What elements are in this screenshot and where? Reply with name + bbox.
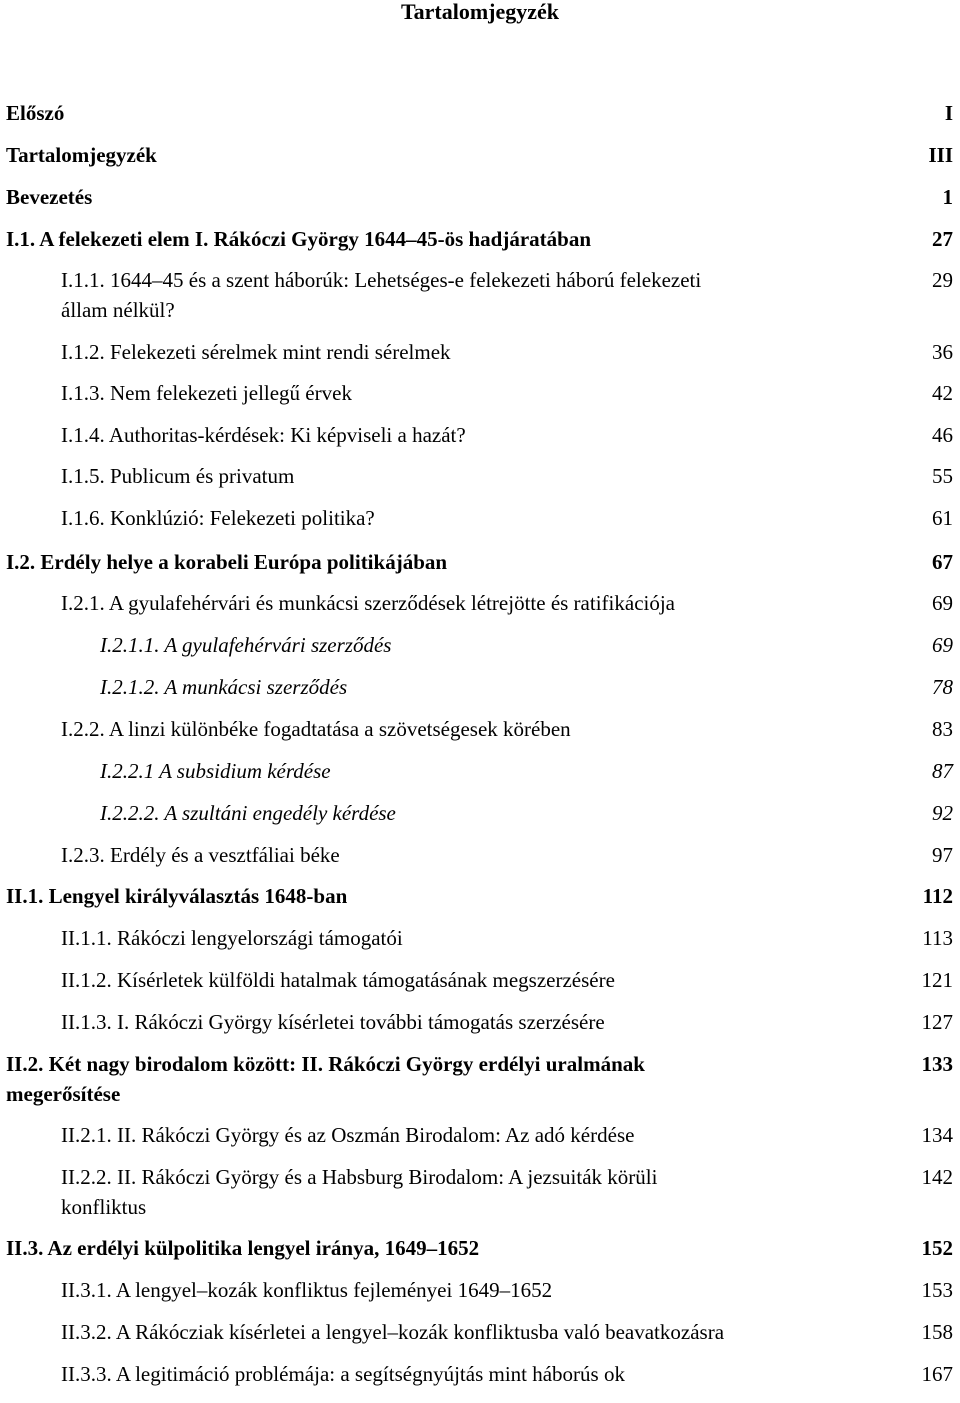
toc-entry-title: I.2.1.2. A munkácsi szerződés — [100, 675, 348, 699]
toc-entry-page: 97 — [932, 843, 953, 867]
toc-entry-page: 152 — [921, 1236, 953, 1260]
toc-entry-page: 167 — [921, 1362, 953, 1386]
toc-entry-page: 36 — [932, 340, 953, 364]
toc-entry-title: II.1. Lengyel királyválasztás 1648-ban — [6, 884, 348, 908]
toc-entry-page: 133 — [921, 1052, 953, 1076]
toc-entry-title: Előszó — [6, 101, 65, 125]
toc-entry-page: 69 — [932, 633, 953, 657]
toc-entry-title: I.2.2. A linzi különbéke fogadtatása a szövetségesek körében — [61, 717, 571, 741]
toc-entry-page: I — [944, 101, 953, 125]
toc-entry-page: 46 — [932, 423, 953, 447]
toc-entry-page: 42 — [932, 381, 953, 405]
toc-entry-page: 67 — [932, 550, 953, 574]
toc-entry-title: II.2.1. II. Rákóczi György és az Oszmán Birodalom: Az adó kérdése — [61, 1123, 635, 1147]
toc-entry-title: Bevezetés — [6, 185, 93, 209]
toc-entry-title-line2: konfliktus — [61, 1195, 147, 1219]
toc-entry-page: 83 — [932, 717, 953, 741]
toc-entry-page: 153 — [921, 1278, 953, 1302]
toc-entry-page: 61 — [932, 506, 953, 530]
toc-entry-title: II.1.3. I. Rákóczi György kísérletei további támogatás szerzésére — [61, 1010, 605, 1034]
toc-entry-title: I.1.5. Publicum és privatum — [61, 464, 295, 488]
toc-entry-page: 158 — [921, 1320, 953, 1344]
toc-entry-page: 1 — [942, 185, 953, 209]
toc-entry-page: 87 — [932, 759, 953, 783]
toc-entry-page: 92 — [932, 801, 953, 825]
toc-entry-page: 134 — [921, 1123, 953, 1147]
toc-entry-title: II.3.1. A lengyel–kozák konfliktus fejleményei 1649–1652 — [61, 1278, 553, 1302]
toc-entry-page: 113 — [922, 926, 953, 950]
toc-entry-page: 127 — [921, 1010, 953, 1034]
toc-entry-title-line2: megerősítése — [6, 1082, 121, 1106]
toc-entry-title: I.2.2.1 A subsidium kérdése — [100, 759, 331, 783]
toc-entry-title: I.1.2. Felekezeti sérelmek mint rendi sérelmek — [61, 340, 451, 364]
toc-entry-title: II.3.3. A legitimáció problémája: a segítségnyújtás mint háborús ok — [61, 1362, 625, 1386]
toc-entry-page: 142 — [921, 1165, 953, 1189]
toc-entry-page: 121 — [921, 968, 953, 992]
toc-entry-title: I.1.6. Konklúzió: Felekezeti politika? — [61, 506, 375, 530]
toc-entry-title: II.2.2. II. Rákóczi György és a Habsburg Birodalom: A jezsuiták körüli — [61, 1165, 658, 1189]
toc-entry-title: II.2. Két nagy birodalom között: II. Rákóczi György erdélyi uralmának — [6, 1052, 645, 1076]
toc-entry-title: I.1.4. Authoritas-kérdések: Ki képviseli a hazát? — [61, 423, 466, 447]
toc-entry-page: 69 — [932, 591, 953, 615]
toc-entry-page: 55 — [932, 464, 953, 488]
toc-entry-title: I.1.3. Nem felekezeti jellegű érvek — [61, 381, 352, 405]
toc-entry-title: I.2.1. A gyulafehérvári és munkácsi szerződések létrejötte és ratifikációja — [61, 591, 676, 615]
toc-entry-page: 27 — [932, 227, 953, 251]
toc-entry-title: Tartalomjegyzék — [6, 143, 157, 167]
toc-entry-title-line2: állam nélkül? — [61, 298, 175, 322]
toc-entry-title: II.1.1. Rákóczi lengyelországi támogatói — [61, 926, 403, 950]
toc-entry-title: II.3.2. A Rákócziak kísérletei a lengyel–kozák konfliktusba való beavatkozásra — [61, 1320, 725, 1344]
toc-entry-title: I.1.1. 1644–45 és a szent háborúk: Lehetséges-e felekezeti háború felekezeti — [61, 268, 702, 292]
toc-entry-title: I.2.2.2. A szultáni engedély kérdése — [100, 801, 396, 825]
toc-entry-title: II.1.2. Kísérletek külföldi hatalmak támogatásának megszerzésére — [61, 968, 615, 992]
toc-entry-page: 29 — [932, 268, 953, 292]
toc-entry-title: I.1. A felekezeti elem I. Rákóczi György 1644–45-ös hadjáratában — [6, 227, 592, 251]
toc-entry-title: I.2. Erdély helye a korabeli Európa politikájában — [6, 550, 448, 574]
toc-entry-title: II.3. Az erdélyi külpolitika lengyel iránya, 1649–1652 — [6, 1236, 480, 1260]
toc-entry-page: 78 — [932, 675, 953, 699]
toc-entry-page: III — [928, 143, 953, 167]
toc-entry-page: 112 — [922, 884, 953, 908]
page-title: Tartalomjegyzék — [400, 0, 560, 24]
toc-entry-title: I.2.1.1. A gyulafehérvári szerződés — [100, 633, 392, 657]
toc-entry-title: I.2.3. Erdély és a vesztfáliai béke — [61, 843, 340, 867]
